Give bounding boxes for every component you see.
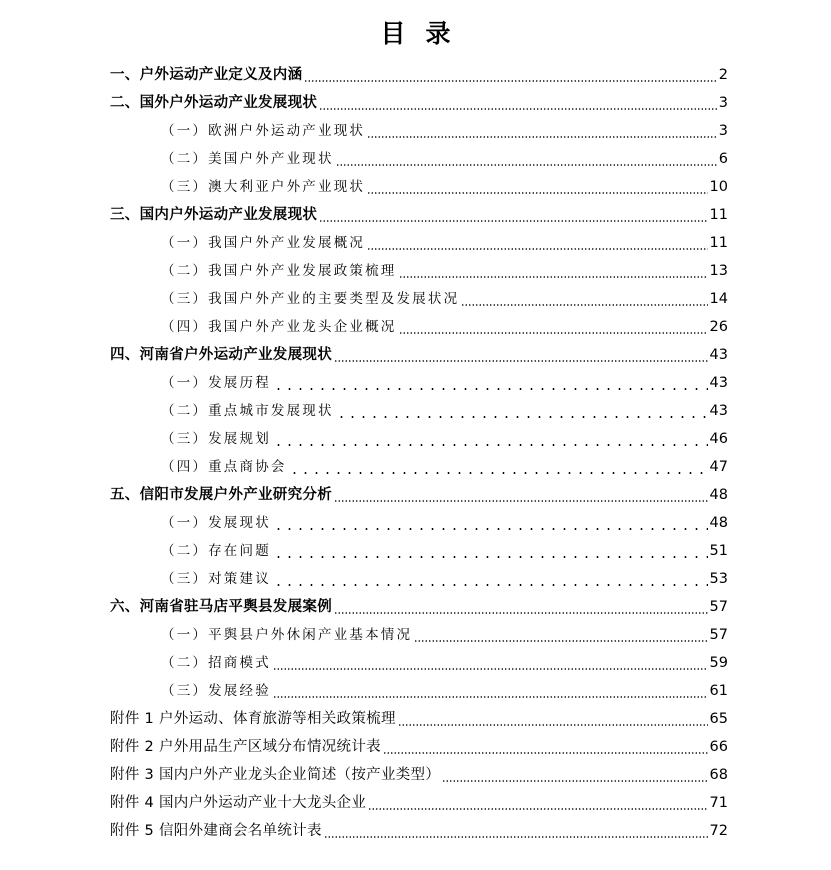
toc-entry-subsection[interactable]: [0, 425, 831, 453]
toc-entry-label: （三）对策建议: [161, 571, 271, 587]
dot-leader: [367, 173, 707, 201]
dot-leader: [273, 509, 708, 537]
toc-entry-label: （一）发展历程: [161, 375, 271, 391]
dot-leader: [398, 705, 708, 733]
toc-entry-label: 附件 4 国内户外运动产业十大龙头企业: [110, 795, 367, 811]
dot-leader: [442, 761, 707, 789]
dot-leader: [273, 649, 708, 677]
toc-entry-section-6[interactable]: [0, 593, 831, 621]
toc-page-number: 65: [709, 711, 728, 727]
toc-page-number: 68: [709, 767, 728, 783]
toc-entry-label: （三）发展经验: [161, 683, 271, 699]
toc-entry-appendix-1[interactable]: [0, 705, 831, 733]
dot-leader: [399, 313, 708, 341]
dot-leader: [304, 61, 716, 89]
toc-page-number: 43: [709, 347, 728, 363]
toc-page-number: 72: [709, 823, 728, 839]
toc-entry-subsection[interactable]: [0, 649, 831, 677]
toc-entry-label: （一）发展现状: [161, 515, 271, 531]
toc-page-number: 11: [709, 235, 728, 251]
dot-leader: [336, 397, 708, 425]
toc-entry-label: 附件 3 国内户外产业龙头企业简述（按产业类型）: [110, 767, 441, 783]
toc-entry-subsection[interactable]: [0, 285, 831, 313]
dot-leader: [324, 817, 708, 845]
dot-leader: [273, 677, 708, 705]
dot-leader: [383, 733, 708, 761]
toc-entry-section-5[interactable]: [0, 481, 831, 509]
dot-leader: [273, 537, 708, 565]
toc-entry-subsection[interactable]: [0, 397, 831, 425]
toc-entry-label: （一）平舆县户外休闲产业基本情况: [161, 627, 413, 643]
toc-entry-subsection[interactable]: [0, 229, 831, 257]
toc-page-number: 51: [709, 543, 728, 559]
toc-entry-appendix-4[interactable]: [0, 789, 831, 817]
dot-leader: [414, 621, 707, 649]
toc-entry-label: 附件 2 户外用品生产区域分布情况统计表: [110, 739, 381, 755]
dot-leader: [334, 481, 708, 509]
toc-entry-label: （三）澳大利亚户外产业现状: [161, 179, 366, 195]
toc-page-number: 14: [709, 291, 728, 307]
toc-page-number: 66: [709, 739, 728, 755]
toc-list: [0, 61, 831, 845]
toc-page-number: 57: [709, 627, 728, 643]
toc-entry-section-3[interactable]: [0, 201, 831, 229]
toc-page-number: 59: [709, 655, 728, 671]
dot-leader: [367, 117, 717, 145]
toc-page-number: 71: [709, 795, 728, 811]
toc-title: 目录: [380, 19, 471, 48]
dot-leader: [319, 201, 707, 229]
toc-page-number: 46: [709, 431, 728, 447]
toc-entry-label: （三）发展规划: [161, 431, 271, 447]
toc-entry-label: （二）招商模式: [161, 655, 271, 671]
toc-page-number: 48: [709, 487, 728, 503]
toc-entry-label: （一）我国户外产业发展概况: [161, 235, 366, 251]
toc-entry-appendix-5[interactable]: [0, 817, 831, 845]
toc-entry-section-1[interactable]: [0, 61, 831, 89]
toc-entry-label: 六、河南省驻马店平舆县发展案例: [110, 599, 332, 615]
toc-page-number: 11: [709, 207, 728, 223]
toc-page-number: 53: [709, 571, 728, 587]
toc-entry-label: 附件 5 信阳外建商会名单统计表: [110, 823, 322, 839]
dot-leader: [336, 145, 717, 173]
toc-page-number: 47: [709, 459, 728, 475]
toc-page-number: 6: [718, 151, 728, 167]
toc-page-number: 26: [709, 319, 728, 335]
toc-entry-appendix-3[interactable]: [0, 761, 831, 789]
dot-leader: [273, 425, 708, 453]
dot-leader: [399, 257, 708, 285]
toc-entry-label: （二）美国户外产业现状: [161, 151, 334, 167]
toc-page-number: 57: [709, 599, 728, 615]
toc-page-number: 48: [709, 515, 728, 531]
toc-page-number: 61: [709, 683, 728, 699]
toc-entry-label: （二）存在问题: [161, 543, 271, 559]
toc-entry-label: 三、国内户外运动产业发展现状: [110, 207, 318, 223]
toc-entry-label: （四）重点商协会: [161, 459, 287, 475]
toc-page-number: 3: [718, 123, 728, 139]
toc-entry-subsection[interactable]: [0, 313, 831, 341]
toc-page-number: 43: [709, 375, 728, 391]
toc-entry-label: 附件 1 户外运动、体育旅游等相关政策梳理: [110, 711, 396, 727]
toc-entry-subsection[interactable]: [0, 257, 831, 285]
toc-entry-subsection[interactable]: [0, 117, 831, 145]
toc-entry-label: （四）我国户外产业龙头企业概况: [161, 319, 397, 335]
dot-leader: [273, 565, 708, 593]
toc-entry-subsection[interactable]: [0, 145, 831, 173]
toc-entry-label: （一）欧洲户外运动产业现状: [161, 123, 366, 139]
dot-leader: [368, 789, 707, 817]
toc-page-number: 2: [718, 67, 728, 83]
toc-page-number: 3: [718, 95, 728, 111]
dot-leader: [461, 285, 707, 313]
toc-entry-subsection[interactable]: [0, 677, 831, 705]
toc-entry-appendix-2[interactable]: [0, 733, 831, 761]
toc-entry-section-4[interactable]: [0, 341, 831, 369]
toc-entry-subsection[interactable]: [0, 537, 831, 565]
toc-entry-label: 五、信阳市发展户外产业研究分析: [110, 487, 332, 503]
toc-entry-label: （二）重点城市发展现状: [161, 403, 334, 419]
toc-entry-label: 一、户外运动产业定义及内涵: [110, 67, 303, 83]
toc-entry-subsection[interactable]: [0, 565, 831, 593]
toc-entry-label: 二、国外户外运动产业发展现状: [110, 95, 318, 111]
dot-leader: [367, 229, 707, 257]
dot-leader: [334, 593, 708, 621]
toc-entry-section-2[interactable]: [0, 89, 831, 117]
toc-page-number: 10: [709, 179, 728, 195]
dot-leader: [273, 369, 708, 397]
dot-leader: [289, 453, 708, 481]
toc-entry-label: （三）我国户外产业的主要类型及发展状况: [161, 291, 460, 307]
toc-entry-label: 四、河南省户外运动产业发展现状: [110, 347, 332, 363]
toc-page-number: 43: [709, 403, 728, 419]
dot-leader: [334, 341, 708, 369]
dot-leader: [319, 89, 717, 117]
toc-entry-subsection[interactable]: [0, 509, 831, 537]
toc-page-number: 13: [709, 263, 728, 279]
toc-entry-subsection[interactable]: [0, 621, 831, 649]
toc-entry-label: （二）我国户外产业发展政策梳理: [161, 263, 397, 279]
toc-entry-subsection[interactable]: [0, 369, 831, 397]
toc-entry-subsection[interactable]: [0, 173, 831, 201]
toc-entry-subsection[interactable]: [0, 453, 831, 481]
